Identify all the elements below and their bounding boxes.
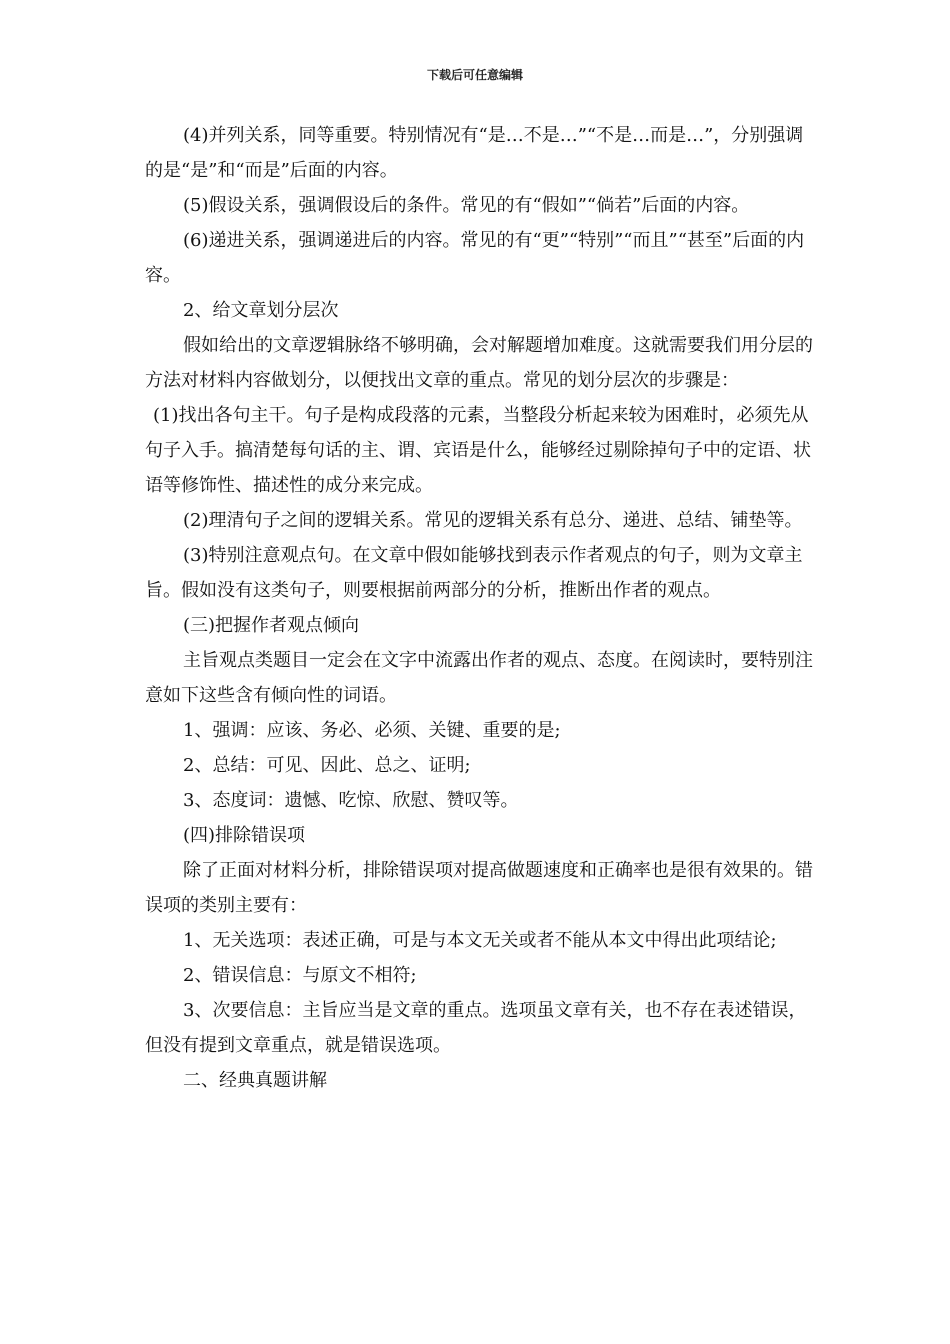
paragraph-parallel-relation: (4)并列关系，同等重要。特别情况有“是…不是…”“不是…而是…”，分别强调的是“是”和“而是”后面的内容。: [145, 125, 804, 181]
document-body: [145, 118, 817, 1098]
paragraph-step-2: (2)理清句子之间的逻辑关系。常见的逻辑关系有总分、递进、总结、铺垫等。: [183, 510, 803, 531]
paragraph-viewpoint-intro: 主旨观点类题目一定会在文字中流露出作者的观点、态度。在阅读时，要特别注意如下这些含有倾向性的词语。: [145, 650, 813, 706]
list-item-emphasis: 1、强调：应该、务必、必须、关键、重要的是;: [183, 720, 561, 741]
list-item-irrelevant: 1、无关选项：表述正确，可是与本文无关或者不能从本文中得出此项结论;: [183, 930, 777, 951]
heading-divide-layers: 2、给文章划分层次: [183, 300, 339, 321]
paragraph-hypothesis-relation: (5)假设关系，强调假设后的条件。常见的有“假如”“倘若”后面的内容。: [183, 195, 750, 216]
paragraph-progressive-relation: (6)递进关系，强调递进后的内容。常见的有“更”“特别”“而且”“甚至”后面的内容。: [145, 230, 805, 286]
paragraph-layering-intro: 假如给出的文章逻辑脉络不够明确，会对解题增加难度。这就需要我们用分层的方法对材料内容做划分，以便找出文章的重点。常见的划分层次的步骤是：: [145, 335, 813, 391]
heading-eliminate-wrong: (四)排除错误项: [183, 825, 306, 846]
paragraph-eliminate-intro: 除了正面对材料分析，排除错误项对提高做题速度和正确率也是很有效果的。错误项的类别主要有：: [145, 860, 813, 916]
list-item-summary: 2、总结：可见、因此、总之、证明;: [183, 755, 471, 776]
page-header: 下载后可任意编辑: [426, 68, 523, 82]
heading-author-viewpoint: (三)把握作者观点倾向: [183, 615, 360, 636]
list-item-wrong-info: 2、错误信息：与原文不相符;: [183, 965, 417, 986]
heading-classic-questions: 二、经典真题讲解: [183, 1070, 327, 1091]
paragraph-step-3: (3)特别注意观点句。在文章中假如能够找到表示作者观点的句子，则为文章主旨。假如没有这类句子，则要根据前两部分的分析，推断出作者的观点。: [145, 545, 803, 601]
paragraph-step-1: (1)找出各句主干。句子是构成段落的元素，当整段分析起来较为困难时，必须先从句子入手。搞清楚每句话的主、谓、宾语是什么，能够经过剔除掉句子中的定语、状语等修饰性、描述性的成分来完成。: [145, 405, 811, 496]
list-item-attitude: 3、态度词：遗憾、吃惊、欣慰、赞叹等。: [183, 790, 519, 811]
list-item-secondary-info: 3、次要信息：主旨应当是文章的重点。选项虽文章有关，也不存在表述错误，但没有提到文章重点，就是错误选项。: [145, 1000, 807, 1056]
